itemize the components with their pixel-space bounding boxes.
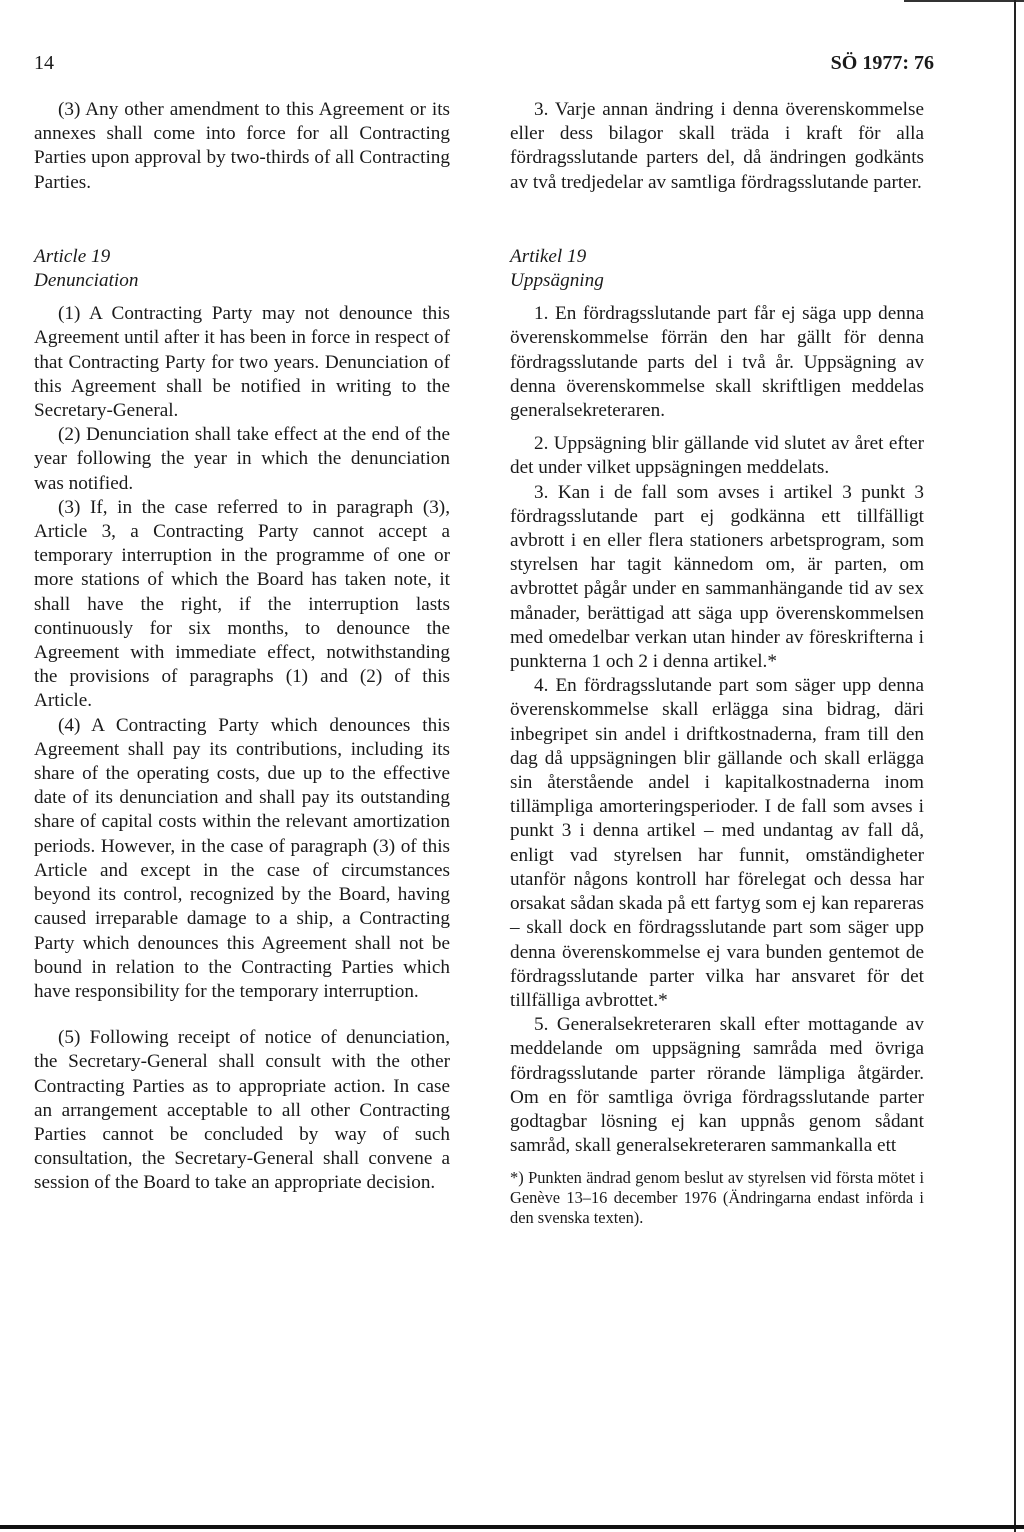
scan-edge-right: [1014, 0, 1016, 1532]
english-column: [34, 98, 450, 1196]
sv-paragraph-3: 3. Kan i de fall som avses i artikel 3 punkt 3 fördragsslutande part ej godkänna ett tillfälligt avbrott i en eller flera stationers arbetsprogram, som styrelsen har tagit kännedom om, är parten, om avbrottet pågår under en sammanhängande tid av sex månader, berättigad att säga upp överenskommelsen med omedelbar verkan utan hinder av föreskrifterna i punkterna 1 och 2 i denna artikel.*: [510, 481, 924, 673]
en-paragraph-5: (5) Following receipt of notice of denunciation, the Secretary-General shall consult with the other Contracting Parties as to appropriate action. In case an arrangement acceptable to all other Contracting Parties cannot be concluded by way of such consultation, the Secretary-General shall convene a session of the Board to take an appropriate decision.: [34, 1027, 450, 1194]
scan-edge-bottom: [0, 1525, 1024, 1529]
page-number: 14: [34, 52, 54, 74]
sv-paragraph-1: 1. En fördragsslutande part får ej säga upp denna överenskommelse förrän den har gällt för denna fördragsslutande parts del i två år. Uppsägning av denna överenskommelse skall skriftligen meddelas generalsekreteraren.: [510, 303, 924, 422]
document-reference: SÖ 1977: 76: [830, 52, 934, 74]
sv-paragraph-4: 4. En fördragsslutande part som säger upp denna överenskommelse skall erlägga sina bidrag, däri inbegripet sin andel i driftkostnaderna, fram till den dag då uppsägningen blir gällande och skall erlägga sin återstående andel i kapitalkostnaderna inom tillämpliga amorteringsperioder. I de fall som avses i punkt 3 i denna artikel – med undantag av fall då, enligt vad styrelsen har funnit, omständigheter utanför någons kontroll har förelegat och dessa har orsakat sådan skada på ett fartyg som ej kan repareras – skall dock en fördragsslutande part som säger upp denna överenskommelse ej vara bunden gentemot de fördragsslutande parter vilka har ansvaret för det tillfälliga avbrottet.*: [510, 675, 924, 1011]
en-paragraph-3: (3) If, in the case referred to in paragraph (3), Article 3, a Contracting Party cannot accept a temporary interruption in the programme of one or more stations of which the Board has taken note, it shall have the right, if the interruption lasts continuously for six months, to denounce the Agreement with immediate effect, notwithstanding the provisions of paragraphs (1) and (2) of this Article.: [34, 496, 450, 712]
en-article-title: Article 19: [34, 245, 111, 267]
en-paragraph-1: (1) A Contracting Party may not denounce this Agreement until after it has been in force in respect of that Contracting Party for two years. Denunciation of this Agreement shall be notified in writing to the Secretary-General.: [34, 303, 450, 422]
en-paragraph-4: (4) A Contracting Party which denounces this Agreement shall pay its contributions, including its share of the operating costs, due up to the effective date of its denunciation and shall pay its outstanding share of capital costs within the relevant amortization periods. However, in the case of paragraph (3) of this Article and except in the case of circumstances beyond its control, recognized by the Board, having caused irreparable damage to a ship, a Contracting Party which denounces this Agreement shall not be bound in relation to the Contracting Parties which have responsibility for the temporary interruption.: [34, 714, 450, 1002]
swedish-column: [510, 98, 924, 1228]
en-article-subtitle: Denunciation: [34, 270, 139, 292]
sv-paragraph-5: 5. Generalsekreteraren skall efter mottagande av meddelande om uppsägning samråda med övriga fördragsslutande parter rörande lämpliga åtgärder. Om en för samtliga övriga fördragsslutande parter godtagbar lösning ej kan uppnås genom sådant samråd, skall generalsekreteraren sammankalla ett: [510, 1014, 924, 1157]
scan-edge-top: [904, 0, 1024, 2]
sv-amendment-paragraph: 3. Varje annan ändring i denna överenskommelse eller dess bilagor skall träda i kraft för alla fördragsslutande parters del, då ändringen godkänts av två tredjedelar av samtliga fördragsslutande parter.: [510, 99, 924, 193]
en-amendment-paragraph: (3) Any other amendment to this Agreement or its annexes shall come into force for all Contracting Parties upon approval by two-thirds of all Contracting Parties.: [34, 99, 450, 193]
sv-paragraph-2: 2. Uppsägning blir gällande vid slutet av året efter det under vilket uppsägningen meddelats.: [510, 433, 924, 479]
sv-footnote: *) Punkten ändrad genom beslut av styrelsen vid första mötet i Genève 13–16 december 1976 (Ändringarna endast införda i den svenska texten).: [510, 1168, 924, 1228]
en-paragraph-2: (2) Denunciation shall take effect at the end of the year following the year in which the denunciation was notified.: [34, 424, 450, 494]
sv-article-subtitle: Uppsägning: [510, 270, 604, 292]
sv-article-title: Artikel 19: [510, 245, 587, 267]
